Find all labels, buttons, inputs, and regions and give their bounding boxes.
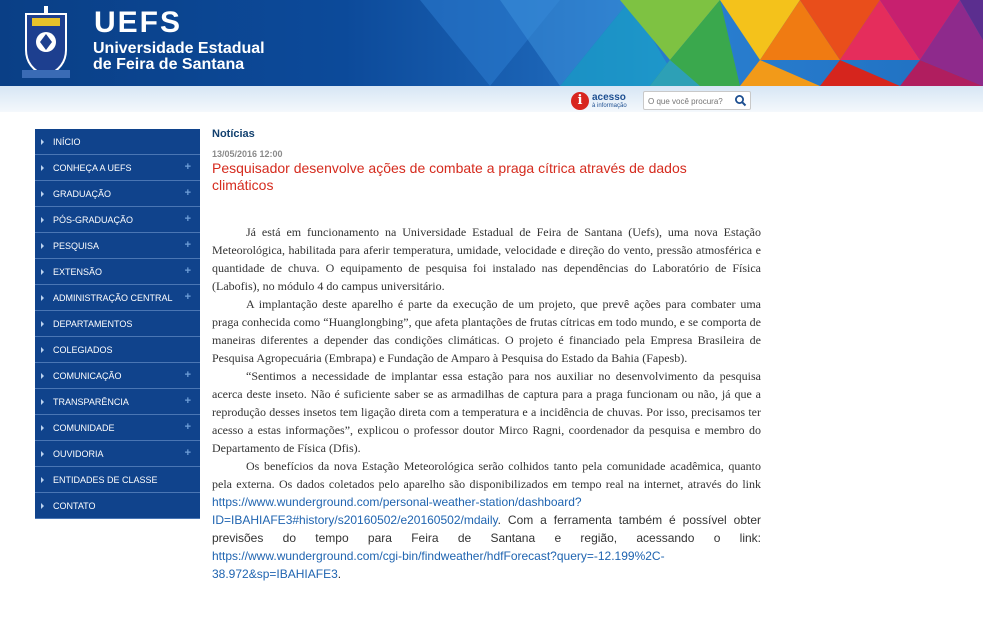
arrow-right-icon	[41, 503, 44, 509]
news-date: 13/05/2016 12:00	[212, 149, 283, 159]
arrow-right-icon	[41, 165, 44, 171]
decorative-triangles	[300, 0, 983, 86]
sidebar-item-label: EXTENSÃO	[53, 267, 103, 277]
arrow-right-icon	[41, 477, 44, 483]
sidebar-item-label: OUVIDORIA	[53, 449, 104, 459]
sidebar-item-label: COLEGIADOS	[53, 345, 113, 355]
sidebar-item-label: DEPARTAMENTOS	[53, 319, 133, 329]
arrow-right-icon	[41, 373, 44, 379]
arrow-right-icon	[41, 139, 44, 145]
sidebar-item-departamentos[interactable]	[35, 311, 200, 337]
sidebar-item-pesquisa[interactable]	[35, 233, 200, 259]
header-strip	[0, 86, 983, 112]
sidebar-menu	[35, 129, 200, 519]
sidebar-item-label: INÍCIO	[53, 137, 81, 147]
arrow-right-icon	[41, 347, 44, 353]
article-paragraph: “Sentimos a necessidade de implantar essa estação para nos auxiliar no desenvolvimento da pesquisa acerca deste inseto. Não é suficiente saber se as armadilhas de captura para a praga funcionam ou não, já que a reprodução desses insetos tem ligação direta com a temperatura e a incidência de chuvas. Por isso, precisamos ter acesso a estas informações”, explicou o professor doutor Mirco Ragni, coordenador da pesquisa e membro do Departamento de Física (Dfis).	[212, 369, 761, 455]
acesso-sublabel: à informação	[592, 102, 627, 109]
plus-icon[interactable]: +	[184, 395, 191, 407]
sidebar-item-label: PÓS-GRADUAÇÃO	[53, 215, 134, 225]
brand-subtitle[interactable]: Universidade Estadual de Feira de Santana	[93, 40, 265, 73]
sidebar-item-inicio[interactable]	[35, 129, 200, 155]
sidebar-item-label: TRANSPARÊNCIA	[53, 397, 129, 407]
search-icon[interactable]	[734, 94, 747, 107]
plus-icon[interactable]: +	[184, 369, 191, 381]
plus-icon[interactable]: +	[184, 239, 191, 251]
brand-name[interactable]: UEFS	[94, 6, 183, 39]
info-icon: i	[571, 92, 589, 110]
uefs-logo[interactable]	[18, 4, 74, 82]
sidebar-item-graduacao[interactable]	[35, 181, 200, 207]
sidebar-item-label: GRADUAÇÃO	[53, 189, 112, 199]
sidebar-item-comunidade[interactable]	[35, 415, 200, 441]
plus-icon[interactable]: +	[184, 161, 191, 173]
arrow-right-icon	[41, 217, 44, 223]
sidebar-item-label: ENTIDADES DE CLASSE	[53, 475, 158, 485]
sidebar-item-colegiados[interactable]	[35, 337, 200, 363]
sidebar-item-label: CONTATO	[53, 501, 96, 511]
sidebar-item-label: PESQUISA	[53, 241, 100, 251]
arrow-right-icon	[41, 321, 44, 327]
arrow-right-icon	[41, 399, 44, 405]
arrow-right-icon	[41, 243, 44, 249]
sidebar-item-entidades[interactable]	[35, 467, 200, 493]
sidebar-item-label: COMUNICAÇÃO	[53, 371, 122, 381]
search-input[interactable]	[648, 94, 732, 108]
article-body	[212, 223, 761, 583]
plus-icon[interactable]: +	[184, 421, 191, 433]
arrow-right-icon	[41, 269, 44, 275]
arrow-right-icon	[41, 451, 44, 457]
plus-icon[interactable]: +	[184, 447, 191, 459]
plus-icon[interactable]: +	[184, 291, 191, 303]
forecast-link[interactable]: https://www.wunderground.com/cgi-bin/findweather/hdfForecast?query=-12.199%2C-38.972&sp=IBAHIAFE3	[212, 549, 665, 581]
news-headline: Pesquisador desenvolve ações de combate a praga cítrica através de dados climáticos	[212, 160, 687, 193]
section-title[interactable]: Notícias	[212, 128, 255, 140]
sidebar-item-pos-graduacao[interactable]	[35, 207, 200, 233]
sidebar-item-label: CONHEÇA A UEFS	[53, 163, 132, 173]
arrow-right-icon	[41, 295, 44, 301]
plus-icon[interactable]: +	[184, 213, 191, 225]
weather-station-link[interactable]: https://www.wunderground.com/personal-weather-station/dashboard?ID=IBAHIAFE3#history/s20160502/e20160502/mdaily	[212, 495, 582, 527]
acesso-informacao-link[interactable]	[571, 92, 627, 110]
article-paragraph: A implantação deste aparelho é parte da execução de um projeto, que prevê ações para combater uma praga conhecida como “Huanglongbing”, que afeta plantações de frutas cítricas em todo mundo, e se comporta de maneiras diferentes a depender das condições climáticas. O projeto é financiado pela Empresa Brasileira de Pesquisa Agropecuária (Embrapa) e Fundação de Amparo à Pesquisa do Estado da Bahia (Fapesb).	[212, 297, 761, 365]
acesso-label: acesso	[592, 91, 626, 103]
sidebar-item-conheca[interactable]	[35, 155, 200, 181]
sidebar-item-transparencia[interactable]	[35, 389, 200, 415]
sidebar-item-ouvidoria[interactable]	[35, 441, 200, 467]
article-text: .	[337, 567, 342, 581]
article-text: Os benefícios da nova Estação Meteorológica serão colhidos tanto pela comunidade acadêmica, quanto pela externa. Os dados coletados pelo aparelho são disponibilizados em tempo real na internet, através do link	[212, 459, 761, 491]
sidebar-item-label: COMUNIDADE	[53, 423, 115, 433]
sidebar-item-administracao[interactable]	[35, 285, 200, 311]
header-banner	[0, 0, 983, 86]
article-paragraph: Já está em funcionamento na Universidade Estadual de Feira de Santana (Uefs), uma nova Estação Meteorológica, habilitada para aferir temperatura, umidade, velocidade e direção do vento, pressão atmosférica e quantidade de chuva. O equipamento de pesquisa foi instalado nas dependências do Laboratório de Física (Labofis), no módulo 4 do campus universitário.	[212, 225, 761, 293]
sidebar-item-contato[interactable]	[35, 493, 200, 519]
arrow-right-icon	[41, 191, 44, 197]
search-box	[643, 91, 751, 110]
article-text: . Com a ferramenta também é possível obter previsões do tempo para Feira de Santana e região, acessando o link:	[212, 513, 761, 545]
sidebar-item-extensao[interactable]	[35, 259, 200, 285]
plus-icon[interactable]: +	[184, 265, 191, 277]
sidebar-item-comunicacao[interactable]	[35, 363, 200, 389]
arrow-right-icon	[41, 425, 44, 431]
plus-icon[interactable]: +	[184, 187, 191, 199]
sidebar-item-label: ADMINISTRAÇÃO CENTRAL	[53, 293, 173, 303]
article-paragraph	[212, 457, 761, 583]
